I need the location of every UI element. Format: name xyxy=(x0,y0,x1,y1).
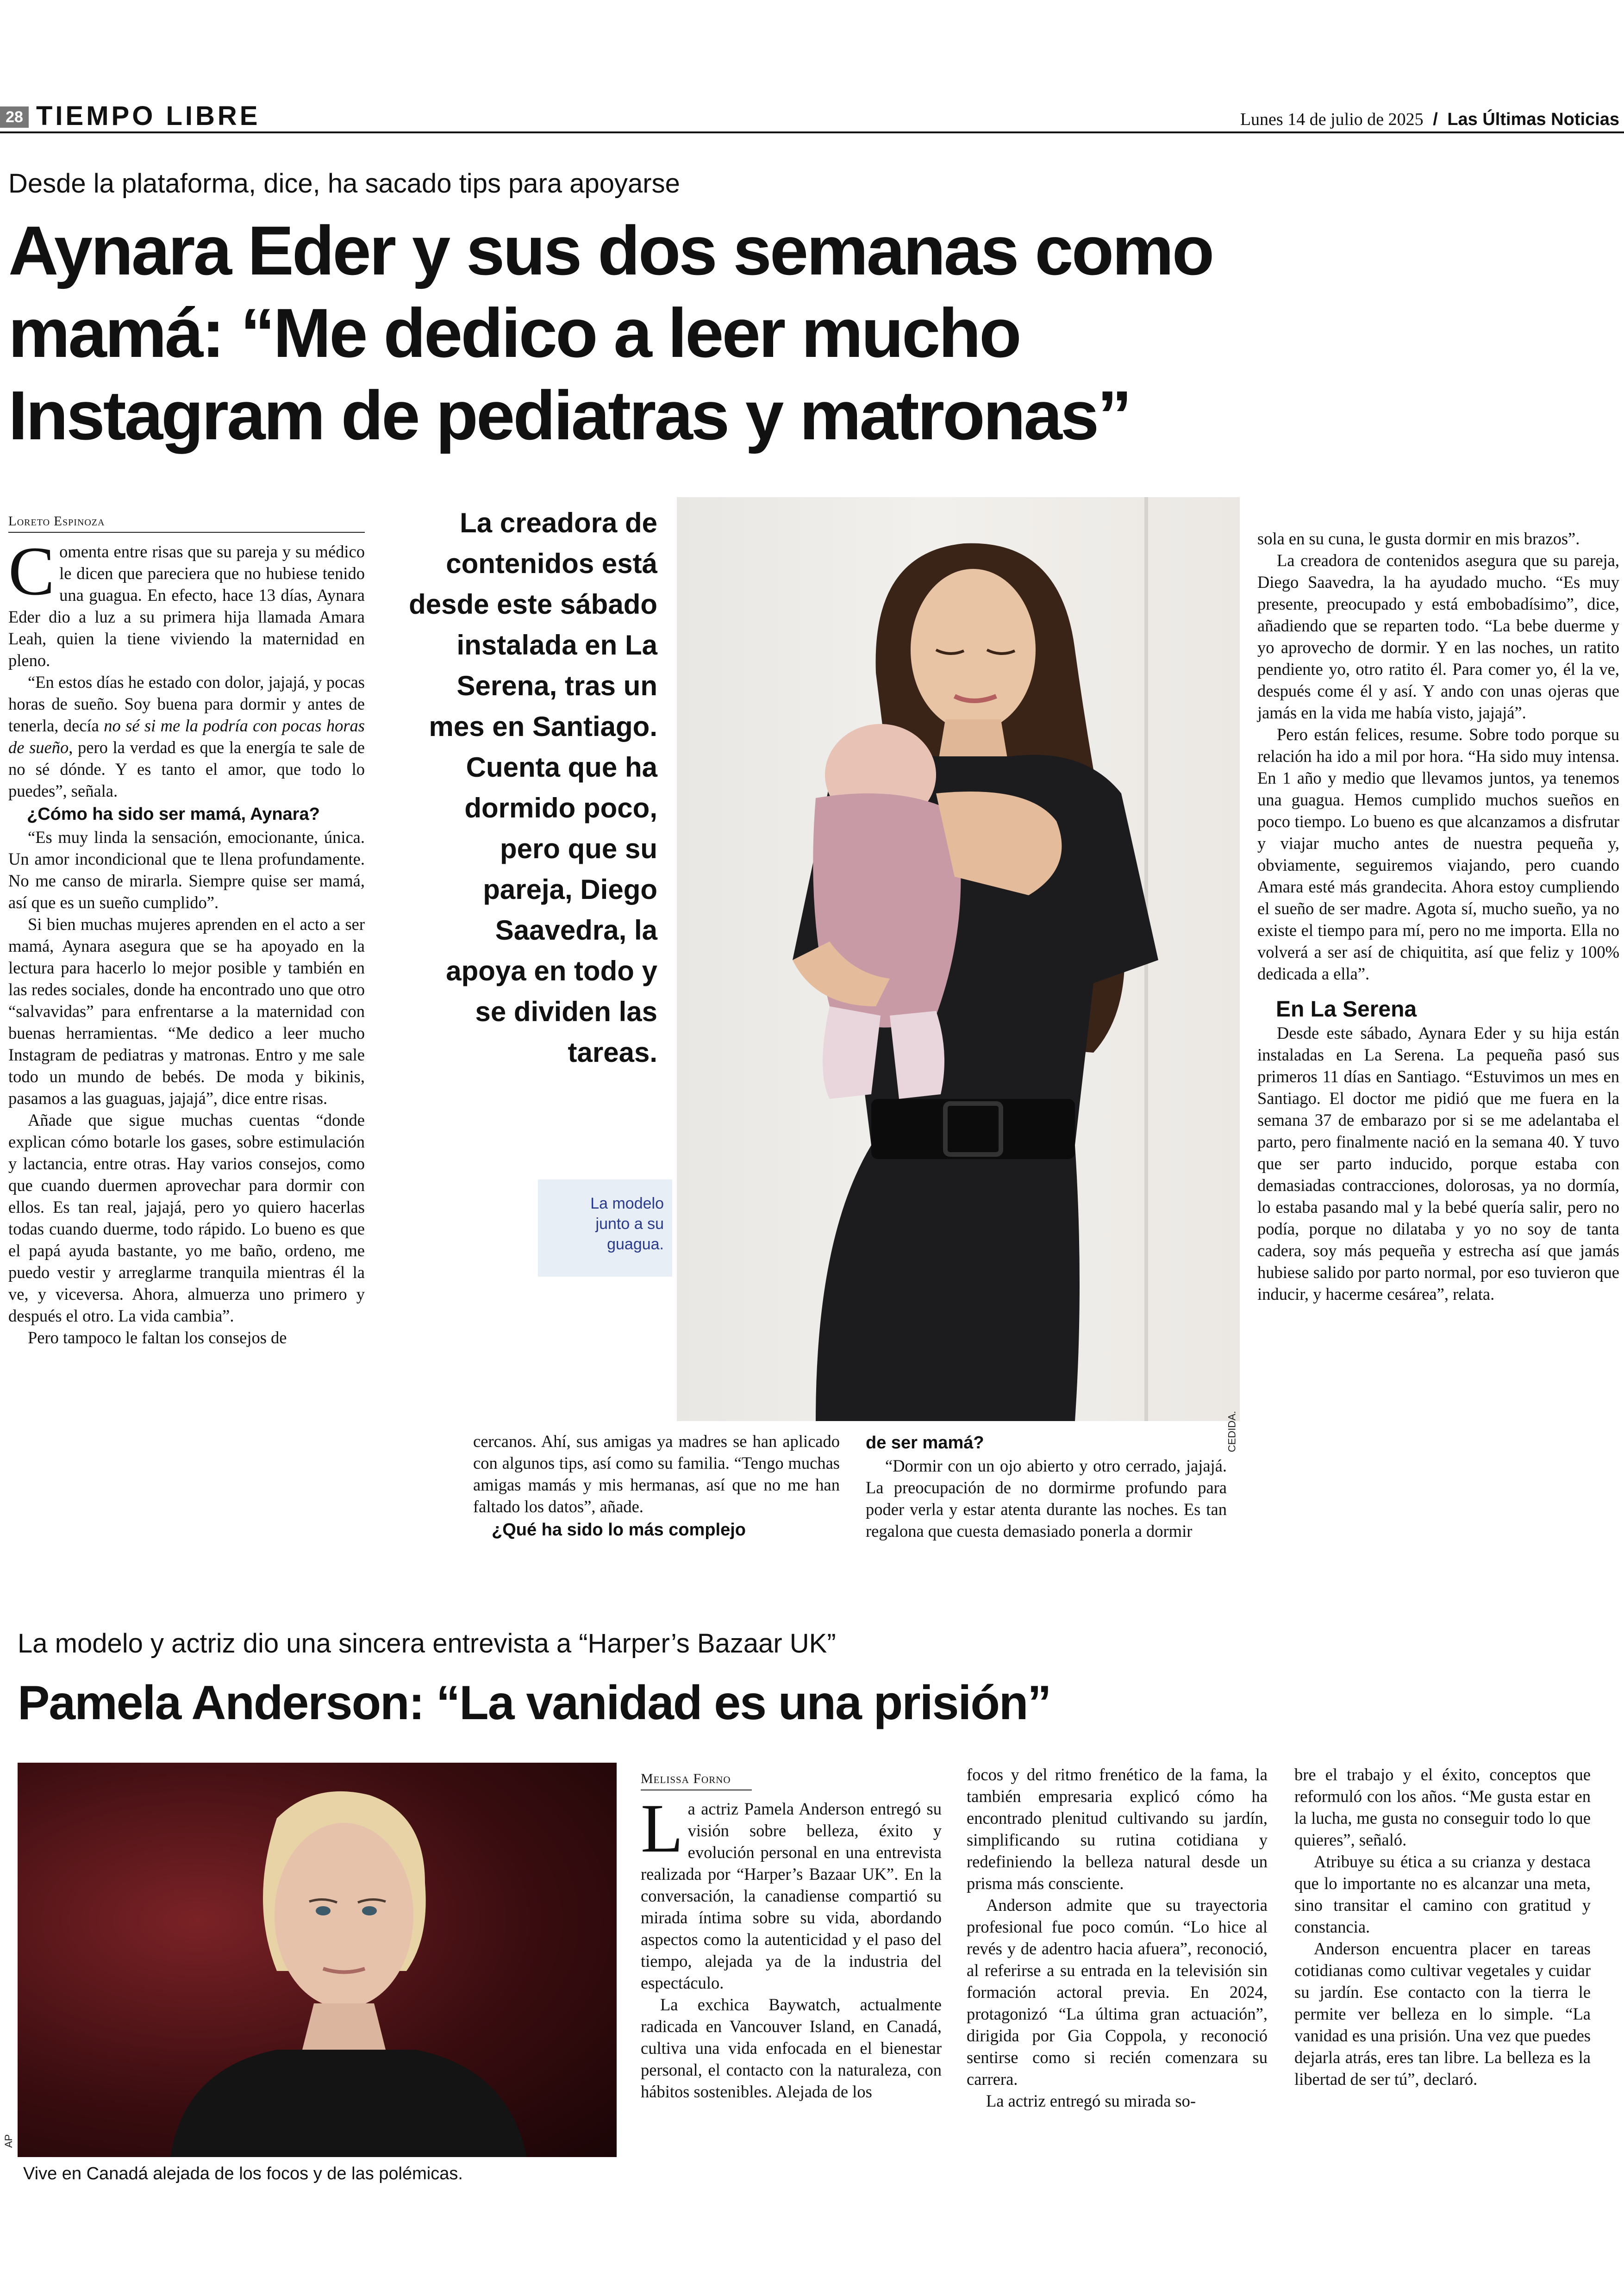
interview-question: de ser mamá? xyxy=(866,1433,984,1453)
drop-cap: C xyxy=(8,533,55,610)
photo-caption: Vive en Canadá alejada de los focos y de las polémicas. xyxy=(23,2164,463,2183)
section-subhead: En La Serena xyxy=(1276,997,1417,1022)
paragraph: bre el trabajo y el éxito, conceptos que reformuló con los años. “Me gusta estar en la lucha, me gusta no conseguir todo lo que quieres”, señaló. xyxy=(1294,1765,1591,1849)
paragraph: Si bien muchas mujeres aprenden en el acto a ser mamá, Aynara asegura que se ha apoyado en la lectura para hacerlo lo mejor posible y también en las redes sociales, donde ha encontrado uno que otro “salvavidas” para enfrentarse a la maternidad con buenas herramientas. “Me dedico a leer mucho Instagram de pediatras y matronas. Entro y me sale todo un mundo de bebés. De moda y bikinis, pasamos a las guaguas, jajajá”, dice entre risas. xyxy=(8,915,365,1108)
paragraph: Atribuye su ética a su crianza y destaca que lo importante no es alcanzar una meta, sino transitar el camino con gratitud y constancia. xyxy=(1294,1852,1591,1936)
headline-line-3: Instagram de pediatras y matronas” xyxy=(8,376,1131,454)
paragraph: Comenta entre risas que su pareja y su médico le dicen que pareciera que no hubiese tenido una guagua. En efecto, hace 13 días, Aynara Eder dio a luz a su primera hija llamada Amara Leah, quien la tiene viviendo la maternidad en pleno. xyxy=(8,533,365,670)
article2-byline: Melissa Forno xyxy=(641,1771,752,1790)
header-right xyxy=(1240,109,1619,130)
article2-column-2 xyxy=(967,1764,1268,2112)
paragraph: “Es muy linda la sensación, emocionante, única. Un amor incondicional que te llena profundamente. No me canso de mirarla. Siempre quise ser mamá, así que es un sueño cumplido”. xyxy=(8,828,365,912)
paragraph: Pero tampoco le faltan los consejos de xyxy=(28,1328,287,1347)
paragraph: “En estos días he estado con dolor, jajajá, y pocas horas de sueño. Soy buena para dormir y antes de tenerla, decía no sé si me la podría con pocas horas de sueño, pero la verdad es que la energía te sale de no sé dónde. Y es tanto el amor, que todo lo puedes”, señala. xyxy=(8,673,365,800)
article2-column-3 xyxy=(1294,1764,1591,2090)
interview-question: ¿Cómo ha sido ser mamá, Aynara? xyxy=(27,804,320,824)
paragraph: Desde este sábado, Aynara Eder y su hija están instaladas en La Serena. La pequeña pasó sus primeros 11 días en Santiago. “Estuvimos un mes en Santiago. El doctor me pidió que me fuera en la semana 37 de embarazo por si se me adelantaba el parto, pero finalmente nació en la semana 40. Y tuvo que ser parto inducido, porque estaba con demasiadas contracciones, dolorosas, ya no dormía, lo estaba pasando mal y la bebé quería salir, pero no podía, porque no dilataba y yo no soy de tanta cadera, soy más pequeña y estrecha así que jamás hubiese salido por parto normal, por eso tuvieron que inducir, y hacerme cesárea”, relata. xyxy=(1257,1023,1619,1303)
header-separator: / xyxy=(1433,110,1438,129)
paragraph: La actriz entregó su mirada so- xyxy=(986,2091,1196,2110)
paragraph: focos y del ritmo frenético de la fama, la también empresaria explicó cómo ha encontrado plenitud cultivando su jardín, simplificando su rutina cotidiana y redefiniendo la belleza natural desde un prisma más consciente. xyxy=(967,1765,1268,1893)
photo-caption-text: La modelo junto a su guagua. xyxy=(590,1195,664,1253)
photo-illustration xyxy=(677,497,1240,1421)
paragraph: cercanos. Ahí, sus amigas ya madres se han aplicado con algunos tips, así como su familia. “Tengo muchas amigas mamás y mis hermanas, así que no me han faltado los datos”, añade. xyxy=(473,1432,840,1516)
article2-column-1 xyxy=(641,1790,942,2102)
article2-headline: Pamela Anderson: “La vanidad es una prisión” xyxy=(18,1676,1051,1730)
pull-quote: La creadora de contenidos está desde este sábado instalada en La Serena, tras un mes en Santiago. Cuenta que ha dormido poco, pero que su pareja, Diego Saavedra, la apoya en todo y se dividen las tareas. xyxy=(409,507,657,1068)
portrait-illustration xyxy=(18,1763,617,2157)
paragraph: Anderson admite que su trayectoria profesional fue poco común. “Lo hice al revés y de adentro hacia afuera”, reconoció, al referirse a su entrada en la televisión sin formación actoral previa. En 2024, protagonizó “La última gran actuación”, dirigida por Gia Coppola, y reconoció sentirse como si recién comenzara su carrera. xyxy=(967,1896,1268,2089)
article2-kicker: La modelo y actriz dio una sincera entrevista a “Harper’s Bazaar UK” xyxy=(18,1628,836,1659)
page-number: 28 xyxy=(0,106,29,128)
paragraph: La creadora de contenidos asegura que su pareja, Diego Saavedra, la ha ayudado mucho. “Es muy presente, preocupado y está embobadísimo”, dice, añadiendo que se reparten todo. “La bebe duerme y yo aprovecho de dormir. Y en las noches, un ratito pendiente yo, otro ratito él. Para comer yo, él la ve, después come él y así. Y ando con unas ojeras que jamás en la vida me había visto, jajajá”. xyxy=(1257,551,1619,722)
article1-column-2 xyxy=(473,1430,840,1542)
paragraph: Pero están felices, resume. Sobre todo porque su relación ha ido a mil por hora. “Ha sido muy intensa. En 1 año y medio que llevamos juntos, ya tenemos una guagua. Hemos cumplido muchos sueños en poco tiempo. Lo bueno es que alcanzamos a disfrutar y viajar mucho antes de nuestra pequeña y, obviamente, seguiremos viajando, pero cuando Amara esté más grandecita. Ahora estoy cumpliendo el sueño de ser madre. Agota sí, mucho sueño, ya no existe el tiempo para mí, pero no me importa. Ella no volverá a ser así de chiquitita, así que feliz y 100% dedicada a ella”. xyxy=(1257,725,1619,983)
article1-column-3 xyxy=(866,1430,1227,1542)
pamela-anderson-photo xyxy=(3,1763,617,2157)
page-header xyxy=(0,102,1624,130)
article1-column-1 xyxy=(8,533,365,1348)
interview-question: ¿Qué ha sido lo más complejo xyxy=(492,1520,746,1540)
photo-caption xyxy=(538,1179,672,1277)
headline-line-2: mamá: “Me dedico a leer mucho xyxy=(8,294,1020,372)
photo-credit: AP xyxy=(3,2134,14,2148)
italic-quote: no sé si me la podría con pocas horas de sueño xyxy=(8,716,365,757)
headline-line-1: Aynara Eder y sus dos semanas como xyxy=(8,212,1213,289)
paragraph: La exchica Baywatch, actualmente radicada en Vancouver Island, en Canadá, cultiva una vida enfocada en el bienestar personal, el contacto con la naturaleza, con hábitos sostenibles. Alejada de los xyxy=(641,1995,942,2101)
paragraph: sola en su cuna, le gusta dormir en mis brazos”. xyxy=(1257,529,1580,548)
issue-date: Lunes 14 de julio de 2025 xyxy=(1240,110,1424,129)
newspaper-name: Las Últimas Noticias xyxy=(1447,110,1619,129)
paragraph: La actriz Pamela Anderson entregó su visión sobre belleza, éxito y evolución personal en una entrevista realizada por “Harper’s Bazaar UK”. En la conversación, la canadiense compartió su mirada íntima sobre su vida, abordando aspectos como la autenticidad y el paso del tiempo, alejada ya de la industria del espectáculo. xyxy=(641,1790,942,1992)
drop-cap: L xyxy=(641,1790,683,1867)
paragraph: Añade que sigue muchas cuentas “donde explican cómo botarle los gases, sobre estimulación y lactancia, entre otras. Hay varios consejos, como que cuando duermen aprovechar para dormir con ellos. Es tan real, jajajá, pero yo quiero hacerlas todas cuando duerme, todo rápido. Lo bueno es que el papá ayuda bastante, yo me baño, ordeno, me puedo vestir y arreglarme tranquila mientras él la ve, y viceversa. Ahora, almuerza uno primero y después el otro. La vida cambia”. xyxy=(8,1110,365,1325)
header-rule xyxy=(0,131,1624,133)
article1-headline xyxy=(8,209,1212,456)
article1-column-4 xyxy=(1257,528,1619,1305)
paragraph: “Dormir con un ojo abierto y otro cerrado, jajajá. La preocupación de no dormirme profundo para poder verla y estar atenta durante las noches. Es tan regalona que cuesta demasiado ponerla a dormir xyxy=(866,1456,1227,1540)
paragraph: Anderson encuentra placer en tareas cotidianas como cultivar vegetales y cuidar su jardín. Ese contacto con la tierra le permite ver belleza en lo simple. “La vanidad es una prisión. Una vez que puedes dejarla atrás, eres tan libre. La belleza es la libertad de ser tú”, declaró. xyxy=(1294,1939,1591,2089)
section-title: TIEMPO LIBRE xyxy=(36,101,261,131)
article1-kicker: Desde la plataforma, dice, ha sacado tips para apoyarse xyxy=(8,168,680,199)
photo-credit: CEDIDA. xyxy=(1226,1411,1237,1453)
article1-byline: Loreto Espinoza xyxy=(8,514,365,533)
